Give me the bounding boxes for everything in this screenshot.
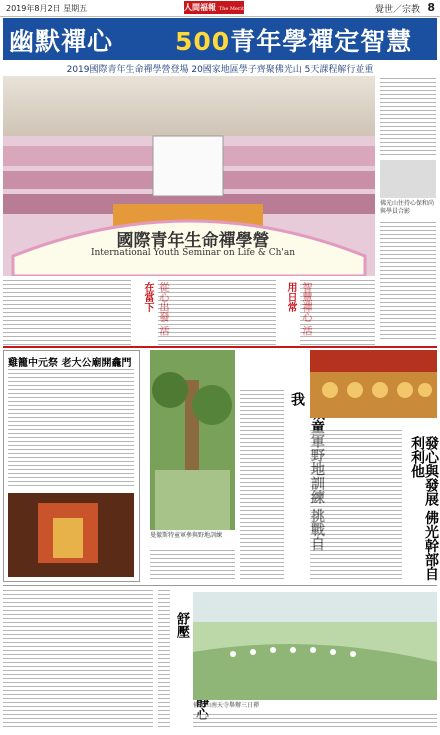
story5-title: 靜心舒壓 (174, 612, 208, 721)
story4-photo (310, 350, 437, 418)
divider (3, 346, 437, 348)
side-text-block-2 (380, 222, 436, 342)
masthead (0, 0, 440, 17)
shrine-photo-illustration (8, 493, 134, 577)
logo-text: 人間福報 (184, 2, 216, 12)
group-photo-illustration (310, 350, 437, 418)
story3-title: 我 (289, 392, 305, 406)
pull-quote-1: 在當下 (142, 282, 153, 312)
story4-title: 發心與發展 佛光幹部自利利他 (409, 436, 439, 581)
side-text-block (380, 78, 436, 156)
photo-banner-english: International Youth Seminar on Life & Ch'an (90, 248, 296, 258)
headline-banner (3, 18, 437, 60)
story2-text (8, 369, 134, 489)
photo-banner-text: 國際青年生命禪學營 (116, 231, 270, 251)
story3-photo-caption: 曼徹斯特童軍參與野地訓練 (150, 532, 223, 539)
main-photo (3, 76, 375, 276)
story3-text-2 (150, 550, 235, 580)
tree-photo-illustration (150, 350, 235, 530)
headline-number: 500 (175, 27, 231, 56)
story2-photo (8, 493, 134, 577)
body-text-2 (158, 280, 276, 345)
story2-box (3, 350, 140, 582)
story5-text-2 (158, 590, 170, 730)
headline-part2-text: 青年學禪定智慧 (230, 27, 413, 56)
pull-quote-2: 用日常 (285, 282, 296, 312)
story4-text (310, 430, 402, 580)
issue-date: 2019年8月2日 星期五 (6, 4, 88, 13)
headline-part1: 幽默禪心 (9, 27, 114, 56)
story5-text (3, 590, 153, 730)
page-number: 8 (427, 1, 435, 14)
logo-english: The Merit (218, 6, 244, 12)
side-caption: 佛光山住持心保和尚與學員合影 (380, 200, 435, 215)
headline-part2 (175, 22, 412, 58)
story2-title: 雞籠中元祭 老大公廟開龕門 (8, 358, 132, 369)
story5-text-3 (193, 714, 437, 730)
story5-photo-caption: 佛光山南天寺舉辦三日禪 (193, 702, 260, 709)
body-text-1 (3, 280, 131, 345)
section-label: 覺世／宗教 (374, 5, 420, 15)
story3-text (240, 390, 284, 580)
side-photo (380, 160, 436, 198)
body-text-3 (300, 280, 375, 345)
divider-2 (3, 585, 437, 586)
story3-photo (150, 350, 235, 530)
story5-photo (193, 592, 437, 700)
newspaper-logo (184, 1, 244, 14)
subheadline: 2019國際青年生命禪學營登場 20國家地區學子齊聚佛光山 5天課程解行並重 (66, 65, 374, 75)
meditation-photo-illustration (193, 592, 437, 700)
